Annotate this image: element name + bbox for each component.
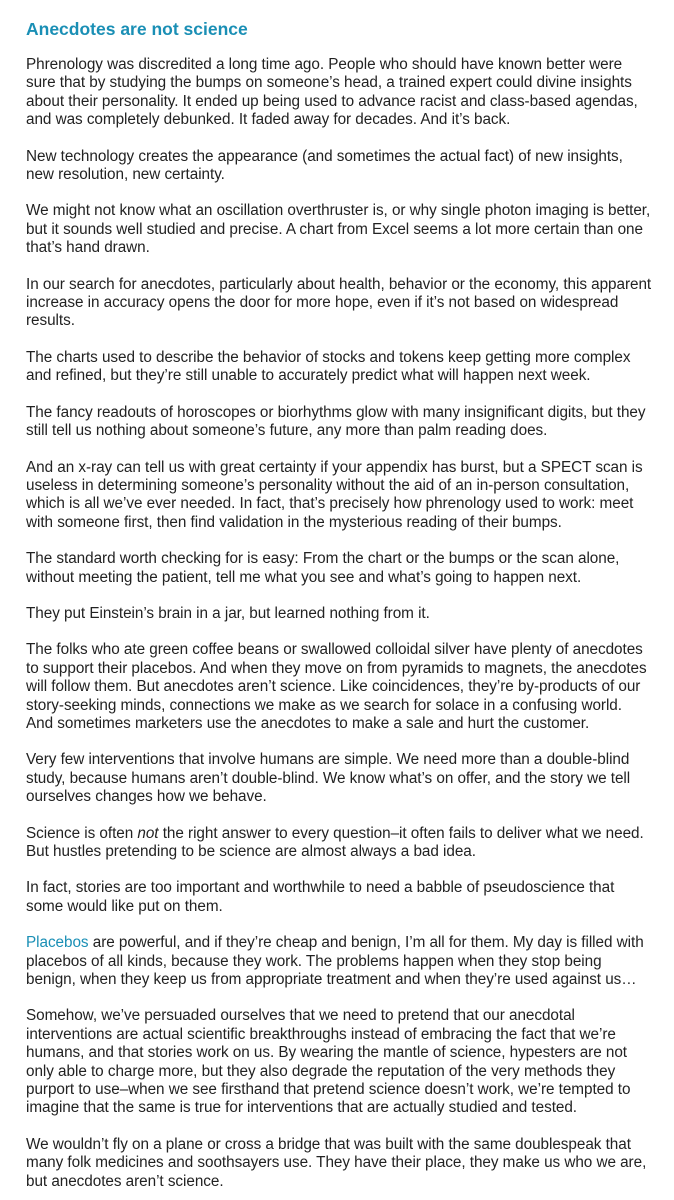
paragraph-12-text-a: Science is often [26, 824, 138, 842]
paragraph-15: Somehow, we’ve persuaded ourselves that we need to pretend that our anecdotal interventions are actual scientific breakthroughs instead of embracing the fact that we’re humans, and that stories work on us. By wearing the mantle of science, hypesters are not only able to charge more, but they also degrade the reputation of the very methods they purport to use–when we see firsthand that pretend science doesn’t work, we’re tempted to imagine that the same is true for interventions that are actually studied and tested. [26, 1007, 631, 1117]
paragraph-10: The folks who ate green coffee beans or swallowed colloidal silver have plenty of anecdotes to support their placebos. And when they move on from pyramids to magnets, the anecdotes will follow them. But anecdotes aren’t science. Like coincidences, they’re by-products of our story-seeking minds, connections we make as we search for solace in a confusing world. And sometimes marketers use the anecdotes to make a sale and hurt the customer. [26, 641, 647, 732]
paragraph-8: The standard worth checking for is easy: From the chart or the bumps or the scan alone, without meeting the patient, tell me what you see and what’s going to happen next. [26, 550, 620, 586]
paragraph-1: Phrenology was discredited a long time ago. People who should have known better were sure that by studying the bumps on someone’s head, a trained expert could divine insights about their personality. It ended up being used to advance racist and class-based agendas, and was completely debunked. It faded away for decades. And it’s back. [26, 56, 638, 129]
paragraph-12-emphasis: not [137, 824, 159, 842]
paragraph-3: We might not know what an oscillation overthruster is, or why single photon imaging is better, but it sounds well studied and precise. A chart from Excel seems a lot more certain than one that’s hand drawn. [26, 202, 651, 257]
paragraph-9: They put Einstein’s brain in a jar, but learned nothing from it. [26, 604, 430, 622]
paragraph-13: In fact, stories are too important and worthwhile to need a babble of pseudoscience that some would like put on them. [26, 879, 615, 915]
paragraph-7: And an x-ray can tell us with great certainty if your appendix has burst, but a SPECT scan is useless in determining someone’s personality without the aid of an in-person consultation, which is all we’ve ever needed. In fact, that’s precisely how phrenology used to work: meet with someone first, then find validation in the mysterious reading of their bumps. [26, 458, 643, 531]
paragraph-6: The fancy readouts of horoscopes or biorhythms glow with many insignificant digits, but they still tell us nothing about someone’s future, any more than palm reading does. [26, 403, 646, 440]
paragraph-12-text-b: the right answer to every question–it often fails to deliver what we need. But hustles pretending to be science are almost always a bad idea. [26, 824, 644, 860]
article-title: Anecdotes are not science [26, 19, 248, 39]
paragraph-4: In our search for anecdotes, particularly about health, behavior or the economy, this apparent increase in accuracy opens the door for more hope, even if it’s not based on widespread results. [26, 275, 652, 330]
paragraph-12 [26, 825, 652, 862]
paragraph-14 [26, 934, 652, 989]
paragraph-16: We wouldn’t fly on a plane or cross a bridge that was built with the same doublespeak that many folk medicines and soothsayers use. They have their place, they make us who we are, but anecdotes aren’t science. [26, 1135, 647, 1190]
placebos-link[interactable]: Placebos [26, 934, 89, 952]
paragraph-2: New technology creates the appearance (and sometimes the actual fact) of new insights, new resolution, new certainty. [26, 147, 623, 184]
paragraph-5: The charts used to describe the behavior of stocks and tokens keep getting more complex and refined, but they’re still unable to accurately predict what will happen next week. [26, 348, 631, 385]
paragraph-11: Very few interventions that involve humans are simple. We need more than a double-blind study, because humans aren’t double-blind. We know what’s on offer, and the story we tell ourselves changes how we behave. [26, 751, 631, 806]
paragraph-14-text: are powerful, and if they’re cheap and benign, I’m all for them. My day is filled with placebos of all kinds, because they work. The problems happen when they stop being benign, when they keep us from appropriate treatment and when they’re used against us… [26, 934, 644, 989]
